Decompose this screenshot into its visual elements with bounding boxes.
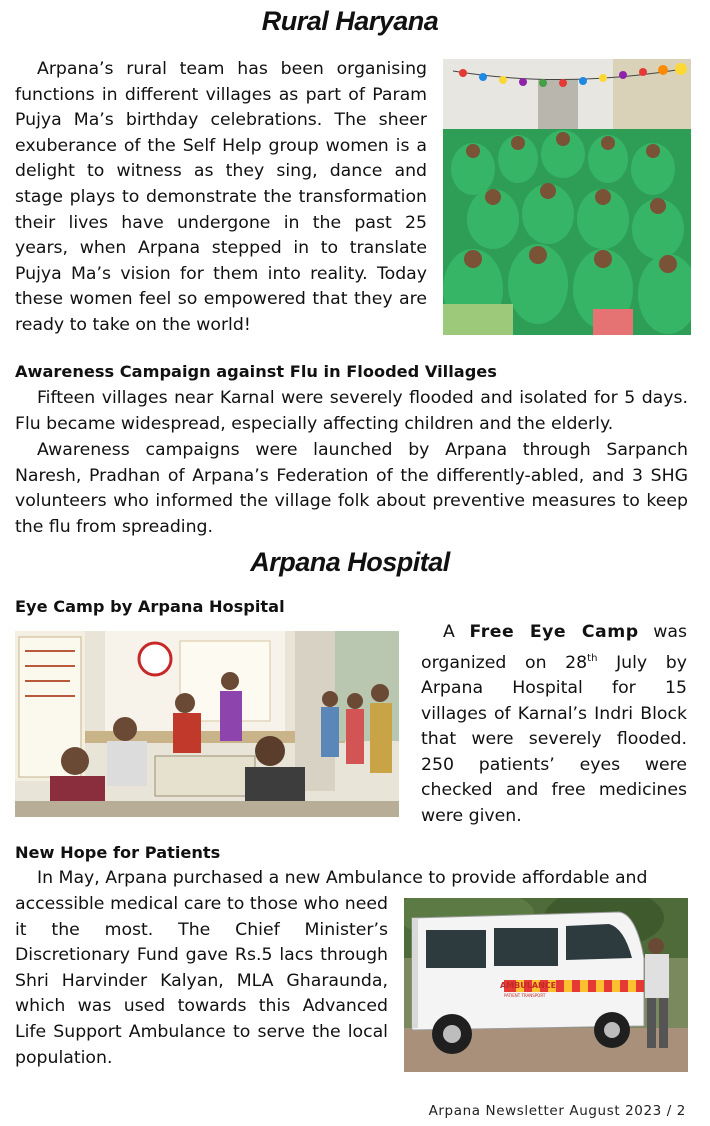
section-title-rural-haryana: Rural Haryana bbox=[261, 6, 439, 36]
new-hope-first-line: In May, Arpana purchased a new Ambulance to provide affordable and bbox=[37, 868, 648, 888]
new-hope-paragraph: accessible medical care to those who need it the most. The Chief Minister’s Discretionary Fund gave Rs.5 lacs through Shri Harvinder Kalyan, MLA Gharaunda, which was used towards this Advanced Life Support Ambulance to serve the local population. bbox=[15, 894, 388, 1068]
flu-paragraph-2: Awareness campaigns were launched by Arpana through Sarpanch Naresh, Pradhan of Arpana’s Federation of the differently-abled, and 3 SHG volunteers who informed the village folk about preventive measures to keep the flu from spreading. bbox=[15, 440, 688, 537]
date-ordinal-suffix: th bbox=[587, 652, 598, 664]
eye-camp-text-c: July by Arpana Hospital for 15 villages of Karnal’s Indri Block that were severely flooded. 250 patients’ eyes were checked and free medicines were given. bbox=[421, 652, 687, 826]
flu-campaign-heading: Awareness Campaign against Flu in Flooded Villages bbox=[15, 362, 497, 381]
ambulance-photo bbox=[404, 898, 688, 1072]
section-title-arpana-hospital: Arpana Hospital bbox=[250, 547, 450, 577]
page-footer: Arpana Newsletter August 2023 / 2 bbox=[428, 1103, 686, 1119]
flu-paragraph-1: Fifteen villages near Karnal were severely flooded and isolated for 5 days. Flu became widespread, especially affecting children and the elderly. bbox=[15, 388, 688, 434]
rural-celebration-photo bbox=[443, 59, 691, 335]
eye-camp-text-a: A bbox=[443, 622, 470, 642]
rural-paragraph: Arpana’s rural team has been organising functions in different villages as part of Param Pujya Ma’s birthday celebrations. The sheer exuberance of the Self Help group women is a delight to witness as they sing, dance and stage plays to demonstrate the transformation their lives have undergone in the past 25 years, when Arpana stepped in to translate Pujya Ma’s vision for them into reality. Today these women feel so empowered that they are ready to take on the world! bbox=[15, 59, 427, 335]
eye-camp-text-b: was organized on 28 bbox=[421, 622, 687, 673]
eye-camp-paragraph bbox=[421, 620, 687, 830]
eye-camp-photo bbox=[15, 631, 399, 817]
ambulance-sub-text: PATIENT TRANSPORT bbox=[504, 993, 546, 998]
free-eye-camp-label: Free Eye Camp bbox=[469, 622, 639, 642]
eye-camp-heading: Eye Camp by Arpana Hospital bbox=[15, 597, 285, 616]
ambulance-sign-text: AMBULANCE bbox=[500, 981, 557, 990]
new-hope-heading: New Hope for Patients bbox=[15, 843, 221, 862]
